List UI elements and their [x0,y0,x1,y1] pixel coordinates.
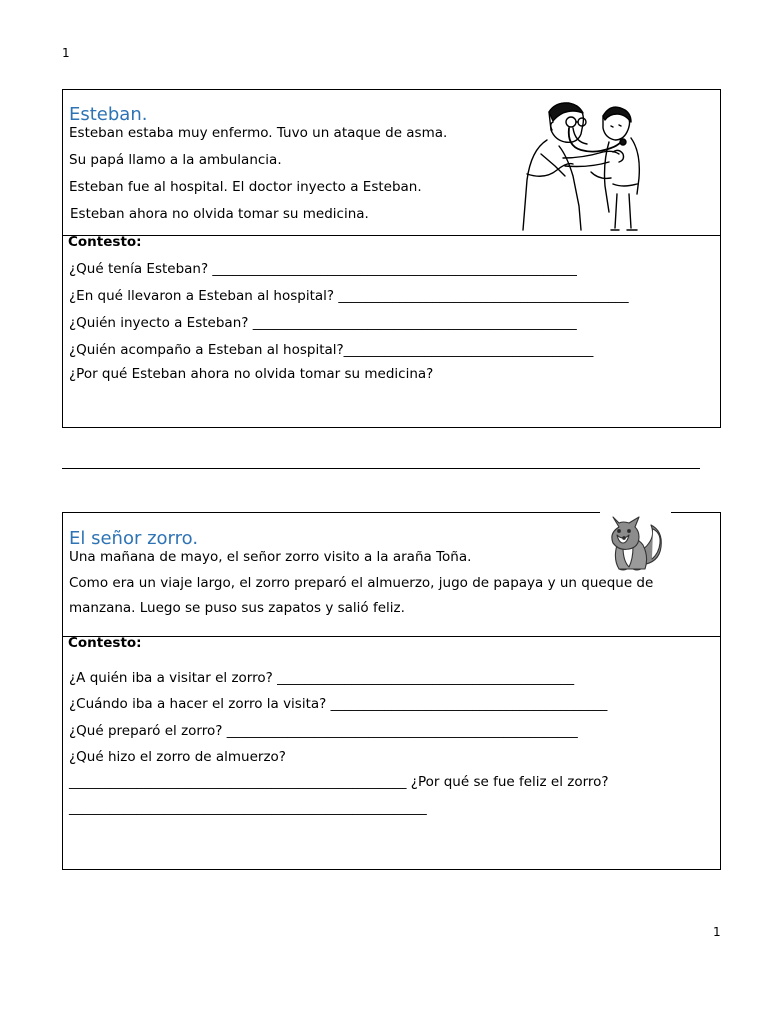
story-line: Su papá llamo a la ambulancia. [69,152,282,168]
question: ¿Quién acompaño a Esteban al hospital?_____________________________________ [69,342,594,358]
section-divider [63,235,720,236]
answer-heading: Contesto: [68,635,142,651]
question: ¿Quién inyecto a Esteban? ________________________________________________ [69,315,577,331]
question: ¿Qué hizo el zorro de almuerzo? [69,749,286,765]
story-line: manzana. Luego se puso sus zapatos y salió feliz. [69,600,405,616]
page-number-bottom: 1 [713,925,721,939]
story-line: Esteban fue al hospital. El doctor inyecto a Esteban. [69,179,422,195]
story-title: Esteban. [69,104,148,125]
question: __________________________________________________ ¿Por qué se fue feliz el zorro? [69,774,609,790]
story-title: El señor zorro. [69,528,199,549]
question: ¿Qué preparó el zorro? ____________________________________________________ [69,723,578,739]
story-box-esteban [62,89,721,428]
question: ¿Qué tenía Esteban? ______________________________________________________ [69,261,577,277]
story-line: Como era un viaje largo, el zorro preparó el almuerzo, jugo de papaya y un queque de [69,575,654,591]
story-line: Esteban estaba muy enfermo. Tuvo un ataque de asma. [69,125,448,141]
page-number-top: 1 [62,46,70,60]
section-divider [63,636,720,637]
fox-illustration [601,507,669,573]
story-line: Una mañana de mayo, el señor zorro visito a la araña Toña. [69,549,472,565]
question: ¿A quién iba a visitar el zorro? ____________________________________________ [69,670,575,686]
question: ¿Por qué Esteban ahora no olvida tomar su medicina? [69,366,434,382]
doctor-child-illustration [513,94,653,234]
question: ¿Cuándo iba a hacer el zorro la visita? _________________________________________ [69,696,608,712]
story-line: Esteban ahora no olvida tomar su medicina. [70,206,369,222]
question: ¿En qué llevaron a Esteban al hospital? ___________________________________________ [69,288,629,304]
answer-line [62,468,700,469]
question: _____________________________________________________ [69,800,427,816]
answer-heading: Contesto: [68,234,142,250]
